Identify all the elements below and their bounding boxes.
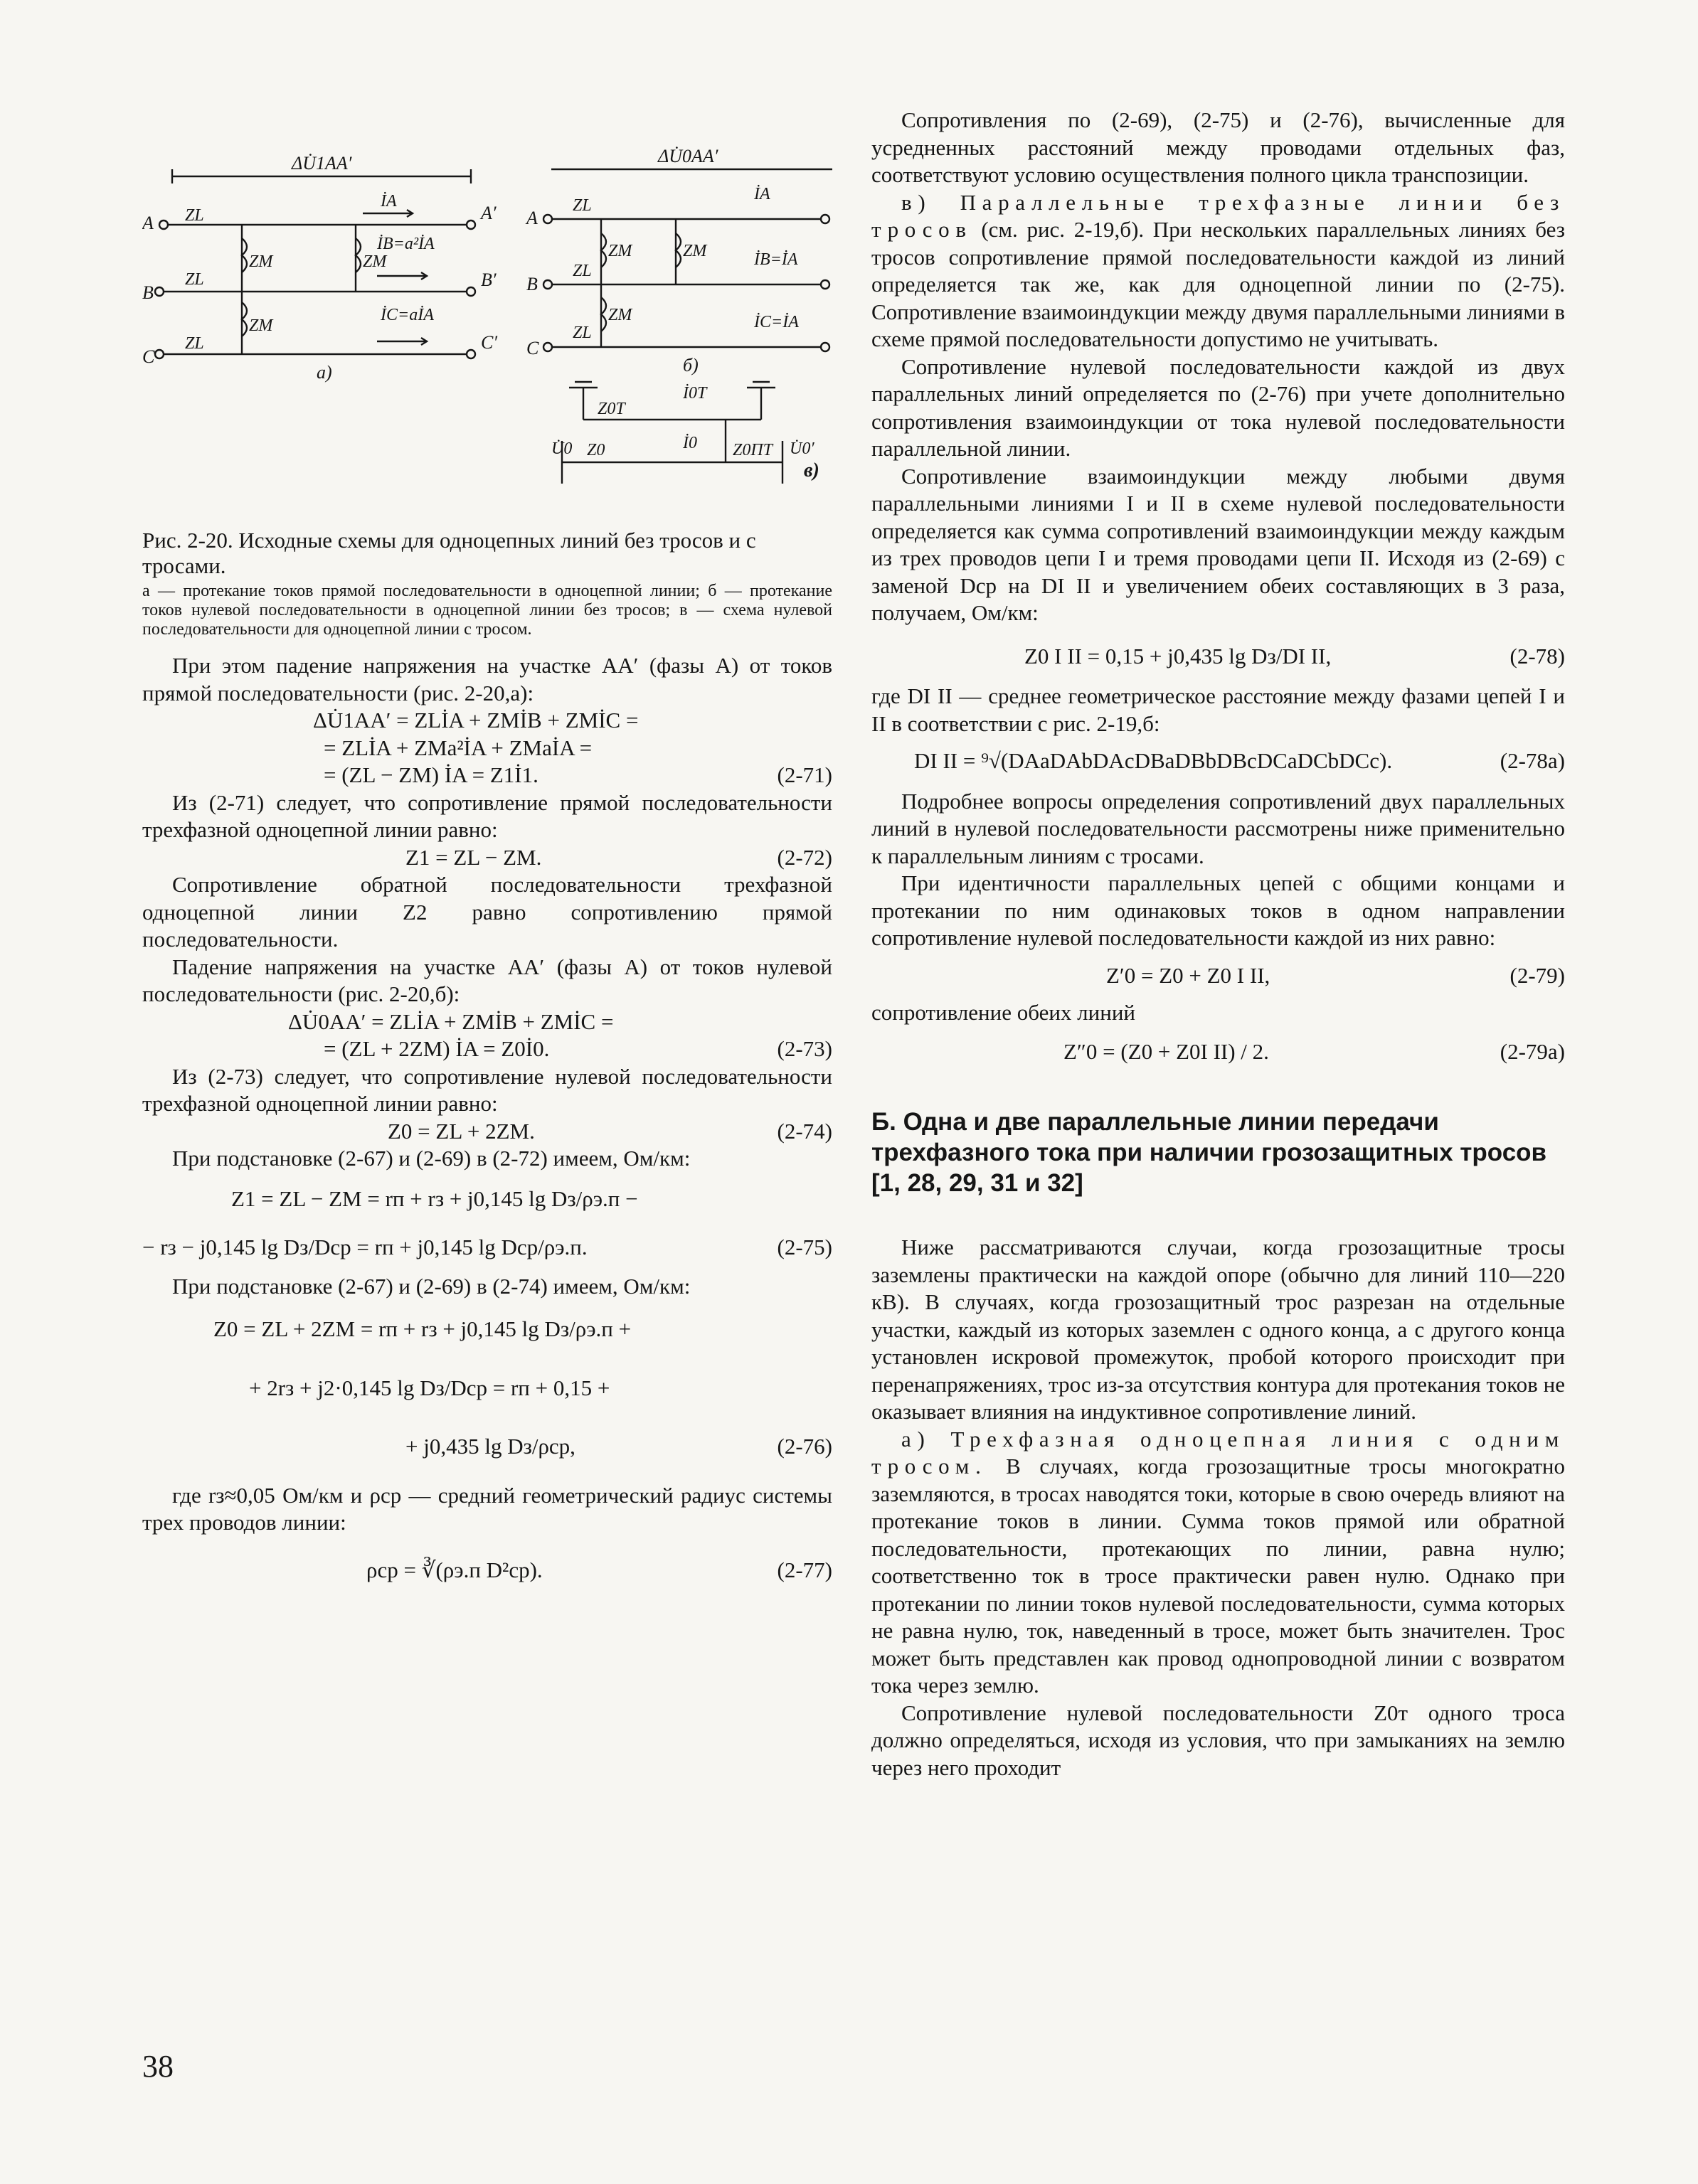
paragraph: Сопротивления по (2-69), (2-75) и (2-76), вычисленные для усредненных расстояний между проводами отдельных фаз, соответствуют условию осуществления полного цикла транспозиции. bbox=[871, 107, 1565, 187]
svg-text:İB=a²İA: İB=a²İA bbox=[377, 235, 435, 253]
equation-number: (2-71) bbox=[777, 762, 832, 787]
paragraph: а) Трехфазная одноцепная линия с одним тросом. В случаях, когда грозозащитные тросы многократно заземляются, в тросах наводятся токи, которые в свою очередь влияют на протекание токов в линии. Сумма токов прямой или обратной последовательности, протекающих по линии, равна нулю; соответственно ток в тросе практически равен нулю. Однако при протекании по линии токов нулевой последовательности, сумма которых не равна нулю, ток, наведенный в тросе, может быть значителен. Трос может быть представлен как провод однопроводной линии с возвратом тока через землю. bbox=[871, 1426, 1565, 1698]
equation-number: (2-76) bbox=[777, 1434, 832, 1459]
svg-text:Z0: Z0 bbox=[587, 441, 605, 459]
run-in-heading: а) Трехфазная одноцепная линия с одним тросом. bbox=[871, 1426, 1565, 1479]
svg-text:A: A bbox=[526, 208, 538, 228]
equation-2-73-b: = (ZL + 2ZM) İA = Z0İ0. (2-73) bbox=[142, 1035, 832, 1063]
svg-text:İA: İA bbox=[754, 185, 770, 203]
equation-number: (2-77) bbox=[777, 1557, 832, 1582]
svg-text:б): б) bbox=[683, 355, 699, 375]
svg-text:B: B bbox=[526, 274, 538, 294]
svg-text:İ0: İ0 bbox=[683, 434, 697, 452]
equation-2-75-b: − rз − j0,145 lg Dз/Dср = rп + j0,145 lg Dср/ρэ.п. (2-75) bbox=[142, 1234, 832, 1262]
equation-2-75: Z1 = ZL − ZM = rп + rз + j0,145 lg Dз/ρэ.п − bbox=[231, 1186, 638, 1211]
equation-number: (2-78) bbox=[1509, 643, 1565, 668]
equation-number: (2-78а) bbox=[1500, 748, 1565, 773]
svg-text:C: C bbox=[526, 338, 539, 358]
equation-2-76: Z0 = ZL + 2ZM = rп + rз + j0,145 lg Dз/ρэ.п + bbox=[213, 1316, 632, 1341]
equation-number: (2-79) bbox=[1509, 962, 1565, 988]
svg-text:ZM: ZM bbox=[249, 252, 273, 271]
paragraph: сопротивление обеих линий bbox=[871, 1000, 1136, 1025]
svg-text:İ0T: İ0T bbox=[683, 384, 707, 403]
equation-number: (2-75) bbox=[777, 1235, 832, 1259]
svg-text:ZM: ZM bbox=[608, 242, 632, 260]
svg-text:ZM: ZM bbox=[363, 252, 387, 271]
paragraph: Сопротивление нулевой последовательности Z0т одного троса должно определяться, исходя из условия, что при замыканиях на землю через него проходит bbox=[871, 1700, 1565, 1780]
svg-text:ZL: ZL bbox=[573, 324, 592, 342]
equation-2-77: ρср = ∛(ρэ.п D²ср). (2-77) bbox=[142, 1557, 832, 1584]
svg-text:в): в) bbox=[804, 459, 819, 481]
svg-text:Z0T: Z0T bbox=[598, 400, 625, 418]
paragraph: Ниже рассматриваются случаи, когда грозозащитные тросы заземлены практически на каждой опоре (обычно для линий 110—220 кВ). В случаях, когда грозозащитный трос разрезан на отдельные участки, каждый из которых заземлен с одного конца, а с другого конца установлен искровой промежуток, пробой которого происходит при перенапряжениях, трос из-за отсутствия контура для протекания токов не оказывает влияния на индуктивное сопротивление линий. bbox=[871, 1235, 1565, 1424]
svg-text:İC=İA: İC=İA bbox=[754, 313, 799, 331]
page-number: 38 bbox=[142, 2049, 174, 2084]
section-heading: Б. Одна и две параллельные линии передачи трехфазного тока при наличии грозозащитных тросов [1, 28, 29, 31 и 32] bbox=[871, 1108, 1547, 1197]
paragraph: Падение напряжения на участке AA′ (фазы A) от токов нулевой последовательности (рис. 2-20,б): bbox=[142, 954, 832, 1006]
figure-caption-title: Рис. 2-20. Исходные схемы для одноцепных линий без тросов и с тросами. bbox=[142, 528, 756, 578]
equation-number: (2-72) bbox=[777, 844, 832, 870]
svg-text:ZL: ZL bbox=[185, 334, 204, 353]
paragraph: Подробнее вопросы определения сопротивлений двух параллельных линий в нулевой последовательности рассмотрены ниже применительно к параллельным линиям с тросами. bbox=[871, 788, 1565, 868]
svg-text:İC=aİA: İC=aİA bbox=[381, 306, 434, 324]
svg-text:ZL: ZL bbox=[573, 196, 592, 215]
equation-2-79a: Z″0 = (Z0 + Z0I II) / 2. (2-79а) bbox=[871, 1038, 1565, 1066]
svg-text:U̇0′: U̇0′ bbox=[790, 440, 814, 458]
paragraph: При этом падение напряжения на участке AA′ (фазы A) от токов прямой последовательности (рис. 2-20,а): bbox=[142, 653, 832, 705]
paragraph: Сопротивление нулевой последовательности каждой из двух параллельных линий определяется по (2-76) при учете дополнительно сопротивления взаимоиндукции от тока нулевой последовательности параллельной линии. bbox=[871, 353, 1565, 461]
paragraph: где DI II — среднее геометрическое расстояние между фазами цепей I и II в соответствии с рис. 2-19,б: bbox=[871, 683, 1565, 736]
svg-text:U̇0: U̇0 bbox=[551, 440, 573, 458]
left-column bbox=[142, 107, 832, 1584]
svg-text:ZM: ZM bbox=[683, 242, 707, 260]
paragraph: При подстановке (2-67) и (2-69) в (2-72) имеем, Ом/км: bbox=[172, 1146, 691, 1171]
paragraph: где rз≈0,05 Ом/км и ρср — средний геометрический радиус системы трех проводов линии: bbox=[142, 1482, 832, 1535]
svg-text:B: B bbox=[142, 282, 154, 303]
equation-2-71-c: = (ZL − ZM) İA = Z1İ1. (2-71) bbox=[142, 762, 832, 789]
svg-text:ZM: ZM bbox=[249, 316, 273, 335]
paragraph: При подстановке (2-67) и (2-69) в (2-74) имеем, Ом/км: bbox=[172, 1273, 691, 1299]
paragraph: в) Параллельные трехфазные линии без тросов (см. рис. 2-19,б). При нескольких параллельных линиях без тросов сопротивление прямой последовательности каждой из линий определяется так же, как для одноцепной линии по (2-75). Сопротивление взаимоиндукции между двумя параллельными линиями в схеме прямой последовательности допустимо не учитывать. bbox=[871, 189, 1565, 351]
run-in-heading: в) Параллельные трехфазные линии без тросов bbox=[871, 189, 1565, 242]
svg-text:ZM: ZM bbox=[608, 306, 632, 324]
svg-text:A: A bbox=[142, 213, 154, 233]
svg-text:ZL: ZL bbox=[573, 262, 592, 280]
svg-text:C: C bbox=[142, 346, 155, 367]
svg-text:İA: İA bbox=[381, 192, 397, 211]
svg-text:ZL: ZL bbox=[185, 206, 204, 225]
svg-text:ΔU̇1AA′: ΔU̇1AA′ bbox=[292, 153, 352, 174]
svg-text:İB=İA: İB=İA bbox=[754, 250, 798, 269]
paragraph: Из (2-73) следует, что сопротивление нулевой последовательности трехфазной одноцепной линии равно: bbox=[142, 1063, 832, 1116]
equation-number: (2-74) bbox=[777, 1118, 832, 1144]
figure-2-20 bbox=[142, 107, 832, 526]
svg-text:C′: C′ bbox=[481, 332, 498, 353]
diagram-a bbox=[142, 153, 497, 383]
equation-2-79: Z′0 = Z0 + Z0 I II, (2-79) bbox=[871, 962, 1565, 990]
paragraph: Сопротивление обратной последовательности трехфазной одноцепной линии Z2 равно сопротивлению прямой последовательности. bbox=[142, 872, 832, 952]
equation-2-76-b: + 2rз + j2·0,145 lg Dз/Dср = rп + 0,15 + bbox=[249, 1375, 610, 1400]
circuit-diagram bbox=[142, 107, 832, 526]
equation-2-78: Z0 I II = 0,15 + j0,435 lg Dз/DI II, (2-78) bbox=[871, 643, 1565, 671]
equation-2-72: Z1 = ZL − ZM. (2-72) bbox=[142, 844, 832, 872]
svg-text:B′: B′ bbox=[481, 270, 497, 290]
equation-2-71-b: = ZLİA + ZMa²İA + ZMaİA = bbox=[324, 735, 593, 760]
paragraph: Из (2-71) следует, что сопротивление прямой последовательности трехфазной одноцепной линии равно: bbox=[142, 789, 832, 842]
equation-2-74: Z0 = ZL + 2ZM. (2-74) bbox=[142, 1118, 832, 1146]
svg-text:A′: A′ bbox=[481, 203, 497, 223]
equation-number: (2-79а) bbox=[1500, 1038, 1565, 1064]
paragraph: При идентичности параллельных цепей с общими концами и протекании по ним одинаковых токов в одном направлении сопротивление нулевой последовательности каждой из них равно: bbox=[871, 870, 1565, 950]
svg-text:Z0ПТ: Z0ПТ bbox=[733, 441, 773, 459]
svg-text:ZL: ZL bbox=[185, 270, 204, 289]
equation-2-73: ΔU̇0AA′ = ZLİA + ZMİB + ZMİC = bbox=[288, 1008, 614, 1034]
diagram-b bbox=[525, 146, 832, 375]
diagram-c bbox=[551, 382, 819, 484]
equation-2-76-c: + j0,435 lg Dз/ρср, (2-76) bbox=[142, 1433, 832, 1461]
svg-text:ΔU̇0AA′: ΔU̇0AA′ bbox=[658, 146, 718, 166]
equation-2-71: ΔU̇1AA′ = ZLİA + ZMİB + ZMİC = bbox=[313, 708, 639, 733]
paragraph: Сопротивление взаимоиндукции между любыми двумя параллельными линиями I и II в схеме нулевой последовательности определяется как сумма сопротивлений взаимоиндукции между каждым из трех проводов цепи I и тремя проводами цепи II. Исходя из (2-69) с заменой Dср на DI II и увеличением обеих составляющих в 3 раза, получаем, Ом/км: bbox=[871, 463, 1565, 625]
svg-text:а): а) bbox=[317, 362, 332, 383]
equation-number: (2-73) bbox=[777, 1036, 832, 1061]
equation-2-78a: DI II = ⁹√(DAaDAbDAcDBaDBbDBcDCaDCbDCc). (2-78а) bbox=[871, 747, 1565, 775]
right-column bbox=[871, 107, 1565, 1781]
figure-caption-body: а — протекание токов прямой последовательности в одноцепной линии; б — протекание токов нулевой последовательности в одноцепной линии без тросов; в — схема нулевой последовательности для одноцепной линии с тросом. bbox=[142, 582, 832, 639]
